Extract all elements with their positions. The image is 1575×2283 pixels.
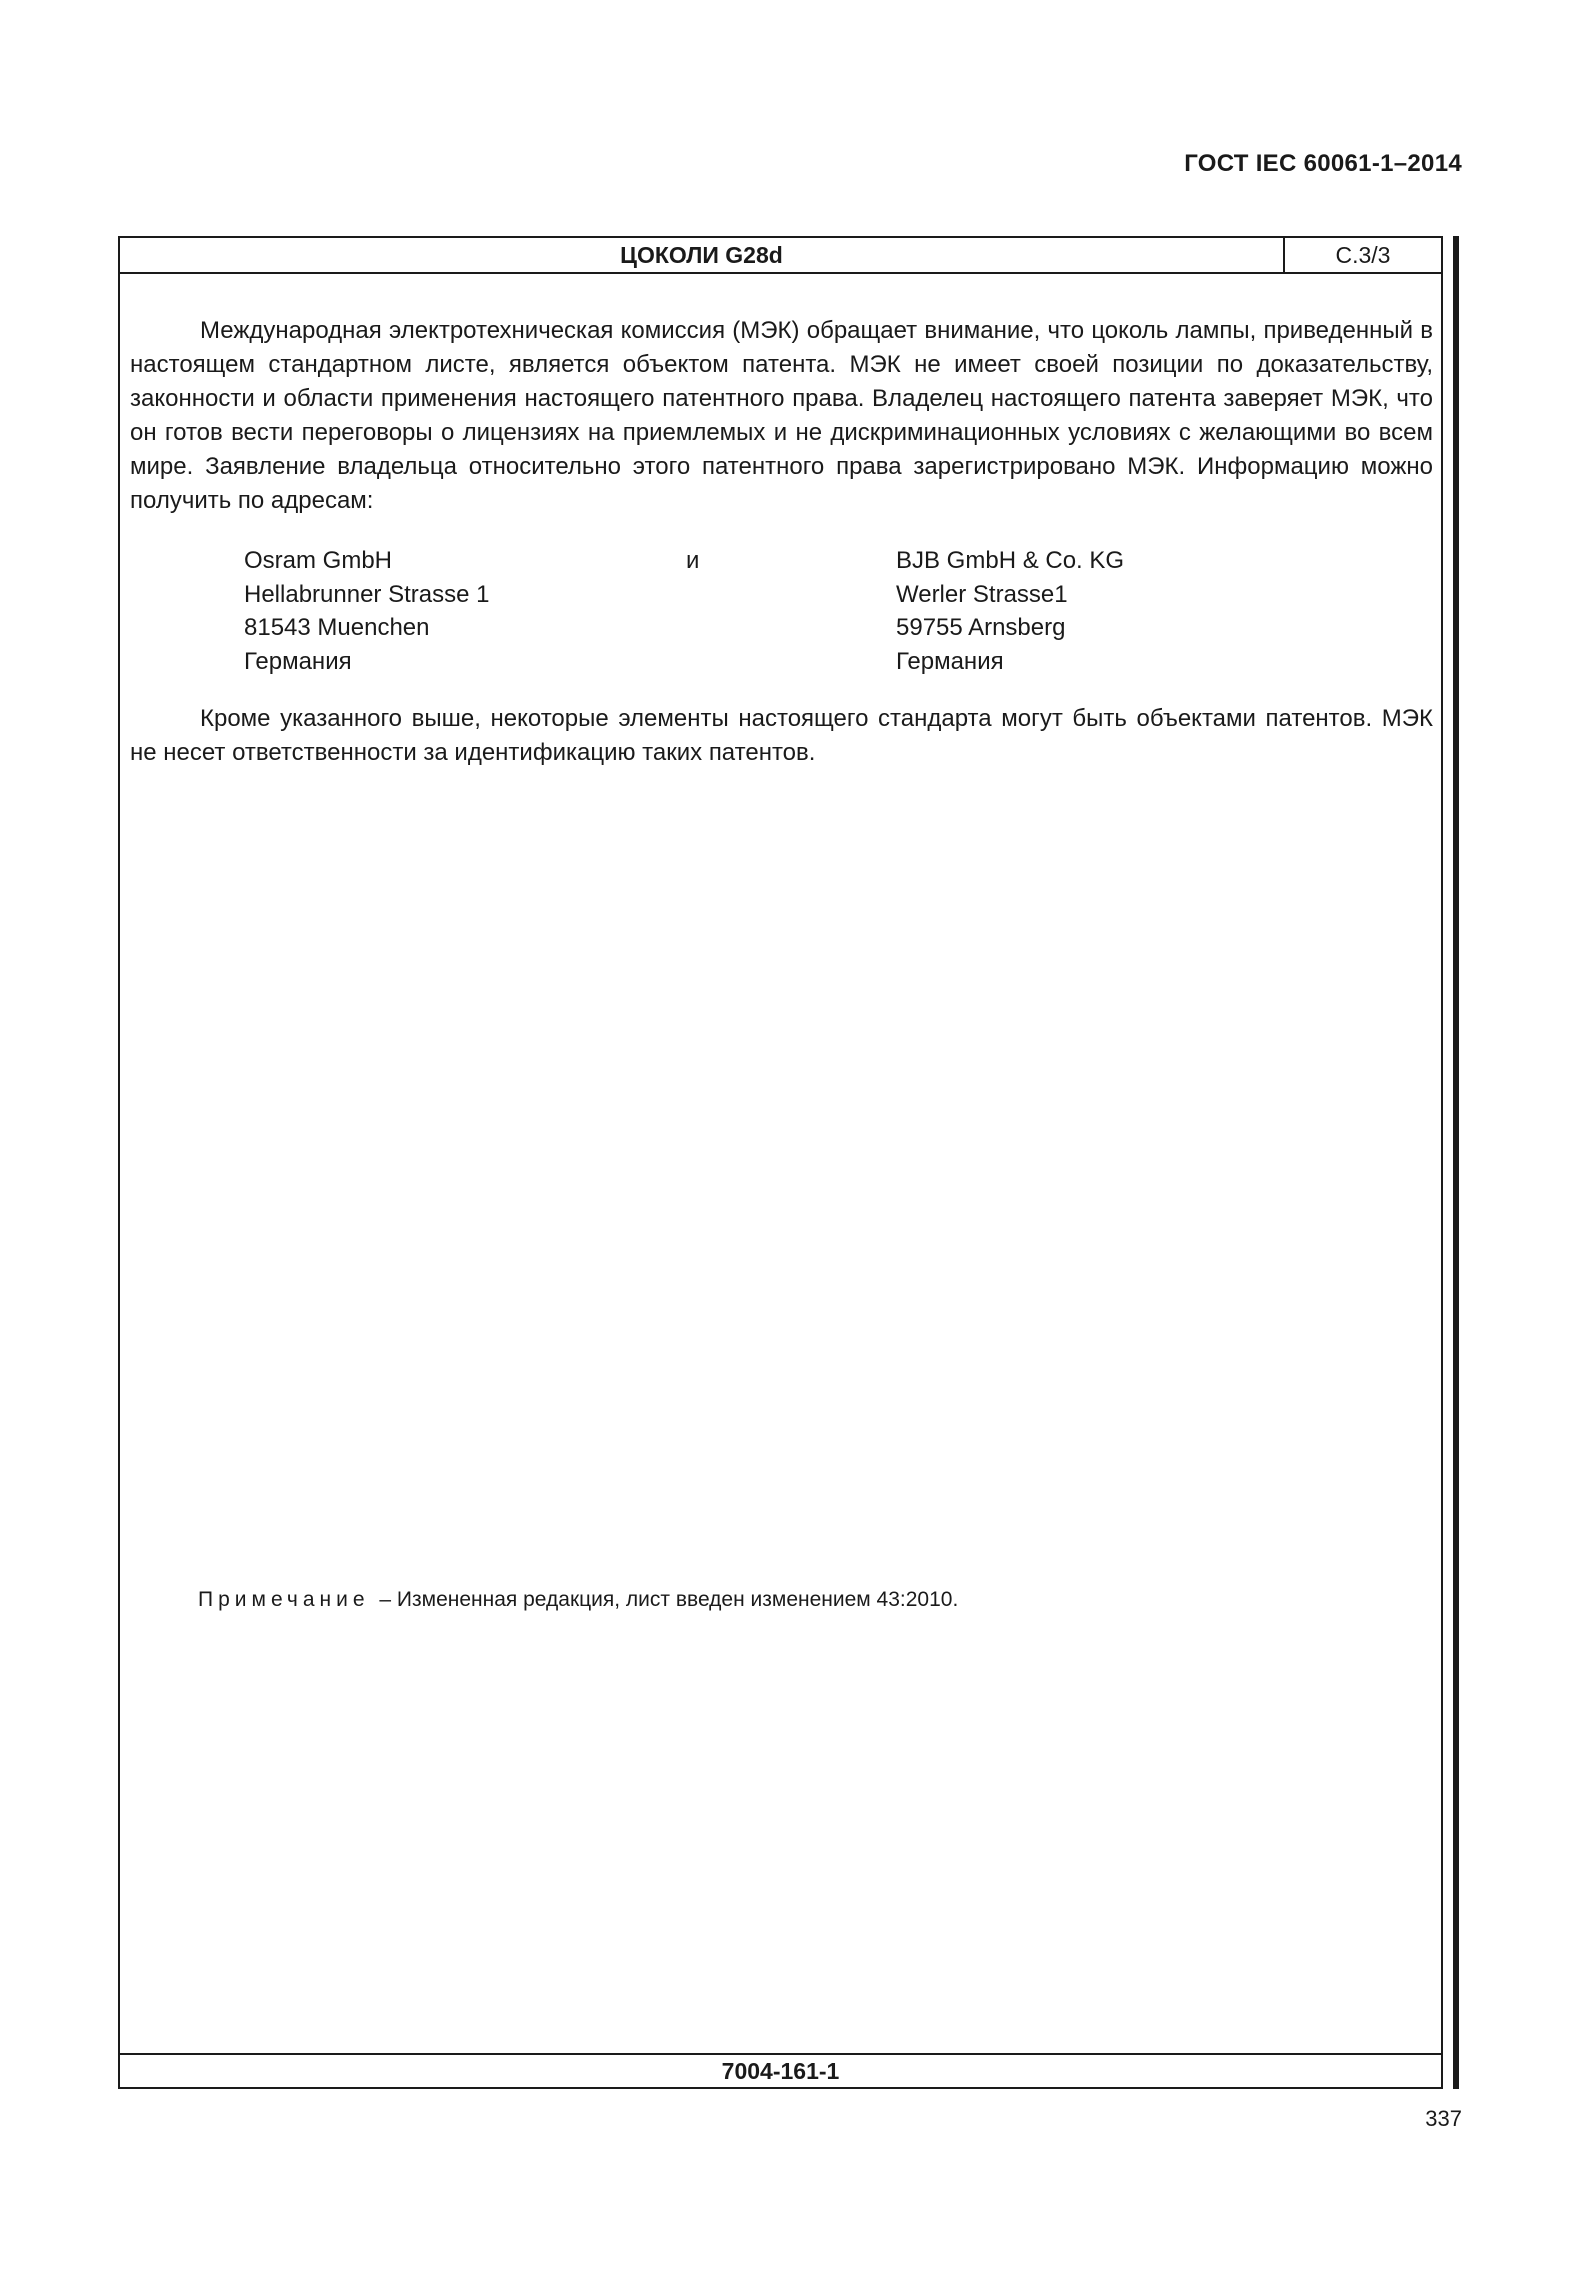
address-line: Werler Strasse1 bbox=[896, 580, 1068, 608]
sheet-title: ЦОКОЛИ G28d bbox=[120, 238, 1285, 272]
address-osram bbox=[244, 544, 489, 678]
address-bjb bbox=[896, 544, 1124, 678]
patent-disclaimer-paragraph: Кроме указанного выше, некоторые элементы настоящего стандарта могут быть объектами патентов. МЭК не несет ответственности за идентификацию таких патентов. bbox=[130, 705, 1433, 766]
address-line: BJB GmbH & Co. KG bbox=[896, 547, 1125, 574]
sheet-page-ref: С.3/3 bbox=[1335, 242, 1391, 268]
address-line: Германия bbox=[896, 647, 1004, 675]
patent-notice-paragraph: Международная электротехническая комиссия (МЭК) обращает внимание, что цоколь лампы, приведенный в настоящем стандартном листе, является объектом патента. МЭК не имеет своей позиции по доказательству, законности и области применения настоящего патентного права. Владелец настоящего патента заверяет МЭК, что он готов вести переговоры о лицензиях на приемлемых и не дискриминационных условиях с желающими во всем мире. Заявление владельца относительно этого патентного права зарегистрировано МЭК. Информацию можно получить по адресам: bbox=[130, 317, 1433, 514]
address-conjunction: и bbox=[686, 547, 700, 574]
note-label: Примечание bbox=[198, 1588, 370, 1611]
note-text: – Измененная редакция, лист введен изменением 43:2010. bbox=[379, 1588, 959, 1611]
page-number: 337 bbox=[1425, 2106, 1462, 2131]
sheet-border-thick bbox=[1453, 236, 1459, 2089]
standard-code: ГОСТ IEC 60061-1–2014 bbox=[1184, 150, 1462, 177]
sheet-header bbox=[120, 238, 1441, 274]
standard-sheet bbox=[118, 236, 1443, 2089]
address-line: Hellabrunner Strasse 1 bbox=[244, 580, 490, 608]
address-line: 59755 Arnsberg bbox=[896, 614, 1066, 641]
sheet-footer-code: 7004-161-1 bbox=[120, 2053, 1441, 2087]
address-line: Германия bbox=[244, 647, 352, 675]
note bbox=[198, 1585, 958, 1615]
address-line: 81543 Muenchen bbox=[244, 614, 430, 641]
address-line: Osram GmbH bbox=[244, 547, 393, 574]
